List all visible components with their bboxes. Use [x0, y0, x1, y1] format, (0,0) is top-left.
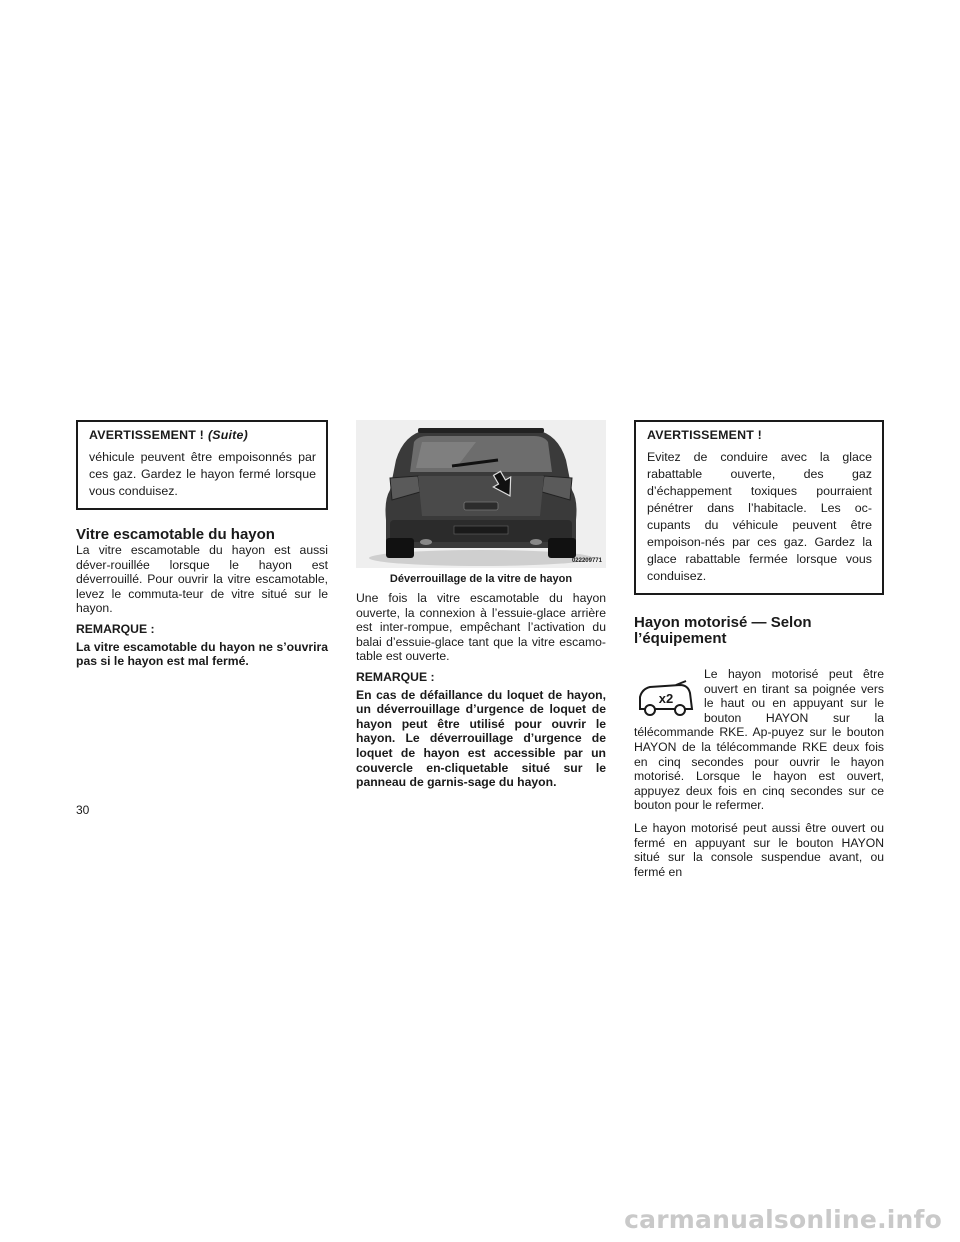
- col3-body-2: Le hayon motorisé peut aussi être ouvert ou fermé en appuyant sur le bouton HAYON situé sur la console suspendue avant, ou fermé en: [634, 820, 884, 879]
- remote-icon-label: x2: [658, 691, 674, 706]
- note-label: REMARQUE :: [76, 621, 155, 636]
- watermark: carmanualsonline.info: [624, 1205, 942, 1234]
- col3-body-1: Le hayon motorisé peut être ouvert en tirant sa poignée vers le haut ou en appuyant sur le bouton HAYON sur la télécommande RKE. Ap-puyez sur le bouton HAYON de la télécommande RKE deux fois en cinq secondes pour ouvrir le hayon motorisé. Lorsque le hayon est ouvert, appuyez deux fois en cinq secondes sur ce bouton pour le refermer.: [634, 667, 884, 813]
- warning-text: Evitez de conduire avec la glace rabattable ouverte, des gaz d’échappement toxiques pourraient pénétrer dans l’habitacle. Les oc-cupants du véhicule peuvent être empoison-nés par ces gaz. Gardez la glace rabattable fermée lorsque vous conduisez.: [647, 450, 872, 583]
- warning-title: [89, 427, 316, 444]
- warning-title-suffix: (Suite): [207, 428, 248, 442]
- remote-paragraph: [634, 667, 884, 813]
- liftgate-figure: [356, 420, 606, 568]
- warning-box: [634, 420, 884, 595]
- section-title-vitre: Vitre escamotable du hayon: [76, 526, 275, 543]
- note-text: La vitre escamotable du hayon ne s’ouvrira pas si le hayon est mal fermé.: [76, 639, 328, 669]
- column-right: [634, 420, 884, 879]
- vehicle-rear-illustration: [356, 420, 606, 568]
- page-number: 30: [76, 803, 90, 817]
- warning-title-text: AVERTISSEMENT !: [89, 428, 204, 442]
- note-label: REMARQUE :: [356, 669, 435, 684]
- note-text: En cas de défaillance du loquet de hayon, un déverrouillage d’urgence de loquet de hayon peut être utilisé pour ouvrir le hayon. Le déverrouillage d’urgence de loquet de hayon est accessible par un couvercle en-cliquetable situé sur le panneau de garnis-sage du hayon.: [356, 687, 606, 790]
- warning-text: véhicule peuvent être empoisonnés par ces gaz. Gardez le hayon fermé lorsque vous conduisez.: [89, 450, 316, 498]
- figure-caption: Déverrouillage de la vitre de hayon: [389, 573, 573, 585]
- section-title-hayon: Hayon motorisé — Selon l’équipement: [634, 614, 812, 647]
- column-left: [76, 420, 328, 669]
- figure-code: 022209771: [571, 558, 602, 564]
- column-middle: [356, 420, 606, 790]
- section-body-vitre: La vitre escamotable du hayon est aussi déver-rouillée lorsque le hayon est déverrouillé. Pour ouvrir la vitre escamotable, levez le commuta-teur de vitre situé sur le hayon.: [76, 543, 328, 616]
- col2-body: Une fois la vitre escamotable du hayon ouverte, la connexion à l’essuie-glace arrière est inter-rompue, empêchant l’activation du balai d’essuie-glace tant que la vitre escamo-table est ouverte.: [356, 591, 606, 664]
- warning-title: AVERTISSEMENT !: [647, 428, 762, 442]
- warning-box-continued: [76, 420, 328, 510]
- liftgate-remote-icon: [636, 679, 694, 719]
